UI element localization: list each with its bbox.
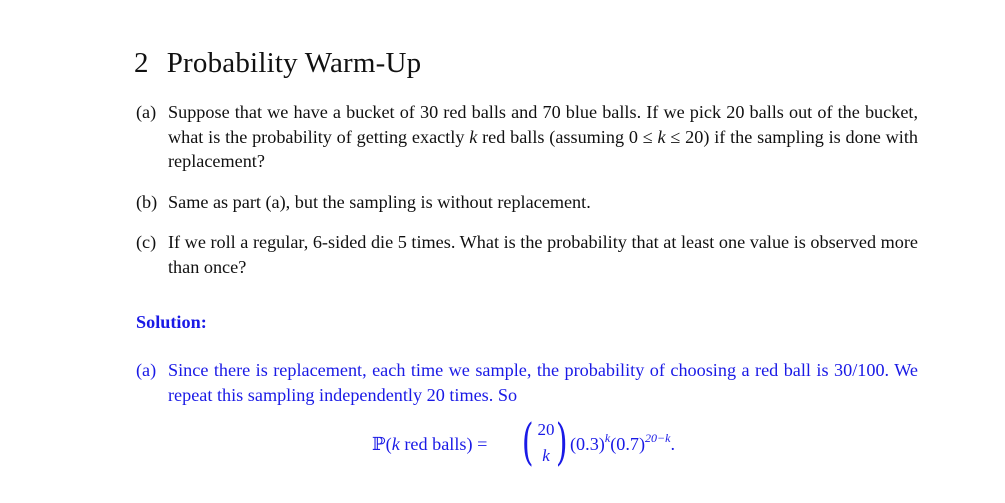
binom-bottom: k — [542, 446, 550, 465]
solution-heading: Solution: — [136, 312, 207, 332]
problem-item-b — [136, 190, 918, 215]
solution-item-a — [136, 358, 918, 407]
problem-label: (b) — [136, 192, 158, 212]
solution-label: (a) — [136, 360, 157, 380]
problem-item-c — [136, 230, 918, 279]
binomial-coefficient: ( 20 k ) — [521, 413, 568, 471]
problem-text: If we roll a regular, 6-sided die 5 times. What is the probability that at least one value is observed more than once? — [168, 232, 918, 277]
section-title — [134, 47, 421, 80]
section-heading: Probability Warm-Up — [166, 47, 422, 79]
formula-rhs: $(0.3)^k(0.7)^{20-k}$. — [570, 431, 676, 454]
problem-label: (a) — [136, 102, 157, 122]
formula-lhs: ℙ(k red balls) = — [372, 434, 488, 454]
problem-item-a — [136, 100, 918, 174]
section-number: 2 — [134, 47, 149, 79]
binom-top: 20 — [537, 420, 555, 439]
problem-label: (c) — [136, 232, 157, 252]
problem-text: Same as part (a), but the sampling is without replacement. — [168, 192, 591, 212]
problem-text: Suppose that we have a bucket of 30 red balls and 70 blue balls. If we pick 20 balls out of the bucket, what is the probability of getting exactly k red balls (assuming 0 ≤ k ≤ 20) if the sampling is done with replacement? — [168, 102, 918, 171]
solution-text: Since there is replacement, each time we sample, the probability of choosing a red ball is 30/100. We repeat this sampling independently 20 times. So — [168, 360, 918, 405]
